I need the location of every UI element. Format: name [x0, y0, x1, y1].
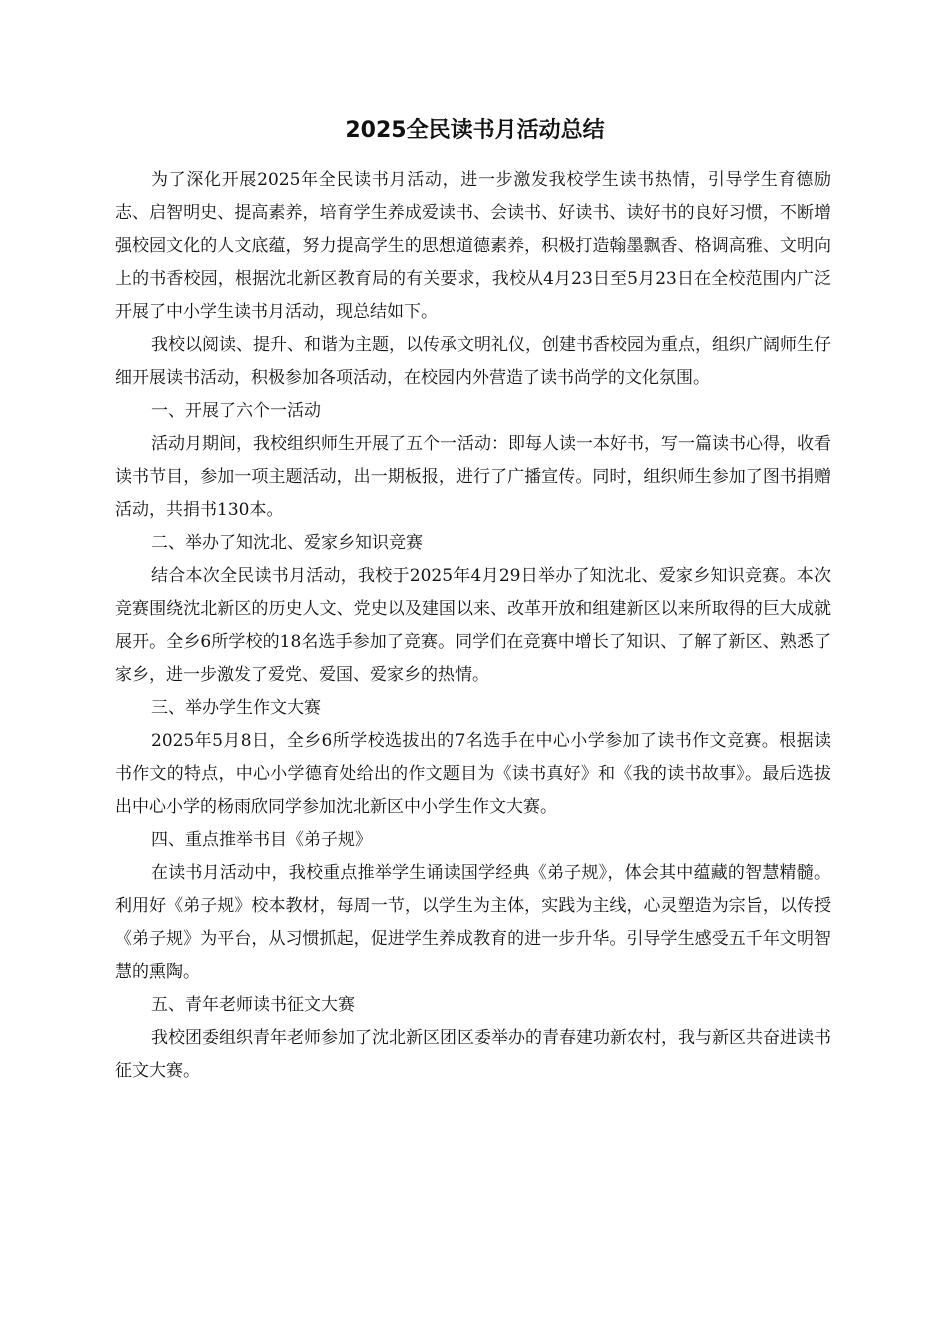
- section-heading-4: 四、重点推举书目《弟子规》: [151, 830, 372, 850]
- document-body: [115, 164, 831, 1088]
- section-paragraph-1: 活动月期间，我校组织师生开展了五个一活动：即每人读一本好书，写一篇读书心得，收看读书节目，参加一项主题活动，出一期板报，进行了广播宣传。同时，组织师生参加了图书捐赠活动，共捐书130本。: [115, 434, 831, 520]
- section-heading-1: 一、开展了六个一活动: [151, 401, 321, 421]
- section-heading-5: 五、青年老师读书征文大赛: [151, 995, 355, 1015]
- section-paragraph-2: 结合本次全民读书月活动，我校于2025年4月29日举办了知沈北、爱家乡知识竞赛。本次竞赛围绕沈北新区的历史人文、党史以及建国以来、改革开放和组建新区以来所取得的巨大成就展开。全乡6所学校的18名选手参加了竞赛。同学们在竞赛中增长了知识、了解了新区、熟悉了家乡，进一步激发了爱党、爱国、爱家乡的热情。: [115, 566, 831, 685]
- theme-paragraph: 我校以阅读、提升、和谐为主题，以传承文明礼仪，创建书香校园为重点，组织广阔师生仔细开展读书活动，积极参加各项活动，在校园内外营造了读书尚学的文化氛围。: [115, 335, 831, 388]
- document-title: 2025全民读书月活动总结: [345, 118, 605, 143]
- section-heading-2: 二、举办了知沈北、爱家乡知识竞赛: [151, 533, 423, 553]
- section-paragraph-3: 2025年5月8日，全乡6所学校选拔出的7名选手在中心小学参加了读书作文竞赛。根据读书作文的特点，中心小学德育处给出的作文题目为《读书真好》和《我的读书故事》。最后选拔出中心小学的杨雨欣同学参加沈北新区中小学生作文大赛。: [115, 731, 831, 817]
- section-paragraph-5: 我校团委组织青年老师参加了沈北新区团区委举办的青春建功新农村，我与新区共奋进读书征文大赛。: [115, 1028, 831, 1081]
- intro-paragraph: 为了深化开展2025年全民读书月活动，进一步激发我校学生读书热情，引导学生育德励志、启智明史、提高素养，培育学生养成爱读书、会读书、好读书、读好书的良好习惯，不断增强校园文化的人文底蕴，努力提高学生的思想道德素养，积极打造翰墨飘香、格调高雅、文明向上的书香校园，根据沈北新区教育局的有关要求，我校从4月23日至5月23日在全校范围内广泛开展了中小学生读书月活动，现总结如下。: [115, 170, 831, 322]
- section-paragraph-4: 在读书月活动中，我校重点推举学生诵读国学经典《弟子规》，体会其中蕴藏的智慧精髓。利用好《弟子规》校本教材，每周一节，以学生为主体，实践为主线，心灵塑造为宗旨，以传授《弟子规》为平台，从习惯抓起，促进学生养成教育的进一步升华。引导学生感受五千年文明智慧的熏陶。: [115, 863, 831, 982]
- section-heading-3: 三、举办学生作文大赛: [151, 698, 321, 718]
